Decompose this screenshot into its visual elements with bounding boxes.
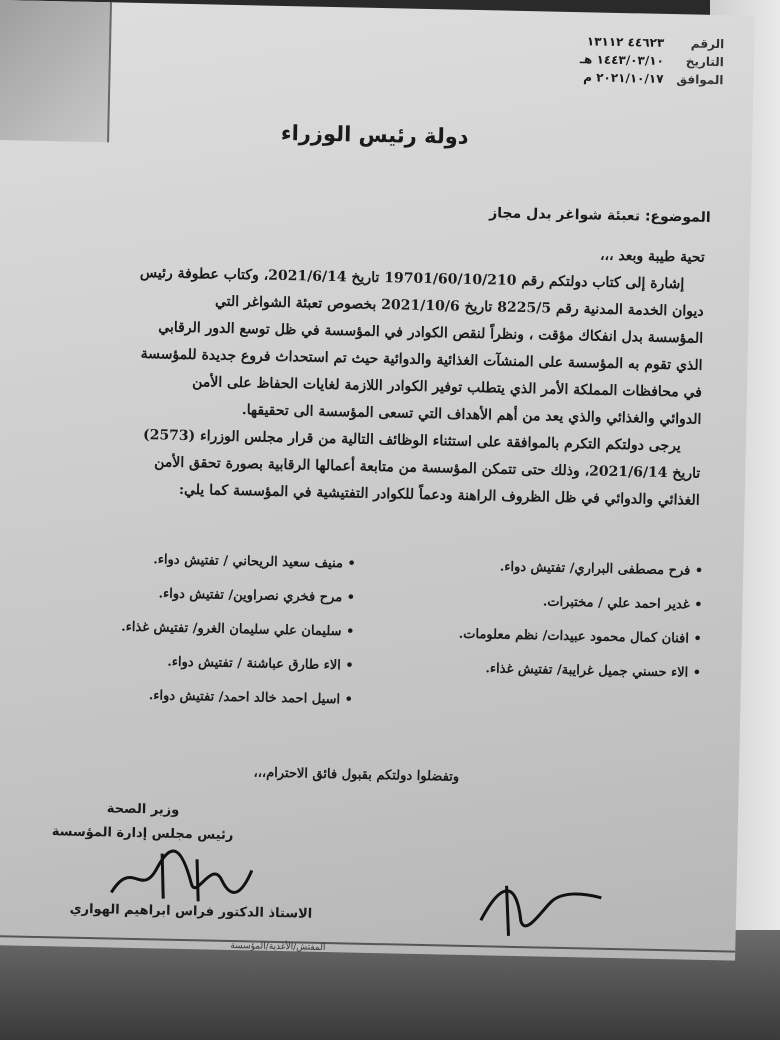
list-item: • سليمان علي سليمان الغرو/ تفتيش غذاء. bbox=[37, 609, 355, 650]
letter-body bbox=[15, 230, 706, 514]
signatory-title-minister: وزير الصحة bbox=[106, 801, 180, 818]
list-item: • الاء حسني جميل غرايبة/ تفتيش غذاء. bbox=[383, 650, 701, 691]
body-line: في محافظات المملكة الأمر الذي يتطلب توفير الكوادر اللازمة لغايات الحفاظ على الأمن bbox=[191, 374, 703, 401]
body-line: المؤسسة بدل انفكاك مؤقت ، ونظراً لنقص الكوادر في المؤسسة في ظل توسع الدور الرقابي bbox=[158, 319, 704, 347]
body-line: يرجى دولتكم التكرم بالموافقة على استثناء الوظائف التالية من قرار مجلس الوزراء (2573) bbox=[142, 427, 681, 455]
greeting: تحية طيبة وبعد ،،، bbox=[599, 247, 705, 266]
reference-date-label: التاريخ bbox=[685, 54, 725, 70]
letter-subject: الموضوع: تعبئة شواغر بدل مجاز bbox=[489, 205, 711, 226]
reference-attachments-label: الموافق bbox=[676, 72, 724, 88]
letter-title: دولة رئيس الوزراء bbox=[280, 120, 469, 149]
reference-hijri-date: ١٤٤٣/٠٣/١٠ هـ bbox=[579, 52, 665, 68]
second-signature bbox=[460, 870, 611, 943]
reference-block bbox=[493, 30, 724, 89]
body-line: الغذائي والدوائي في ظل الظروف الراهنة ودعماً للكوادر التفتيشية في المؤسسة كما يلي: bbox=[178, 481, 700, 509]
list-item: • افنان كمال محمود عبيدات/ نظم معلومات. bbox=[384, 616, 702, 657]
list-item: • فرح مصطفى البراري/ تفتيش دواء. bbox=[385, 548, 703, 589]
reference-number-value: ٤٤٦٢٣ ١٣١١٢ bbox=[586, 34, 665, 50]
body-line: الذي تقوم به المؤسسة على المنشآت الغذائية والدوائية حيث تم استحداث فروع جديدة للمؤسسة bbox=[140, 346, 703, 374]
list-item: • الاء طارق عباشنة / تفتيش دواء. bbox=[36, 643, 354, 684]
list-item: • اسيل احمد خالد احمد/ تفتيش دواء. bbox=[35, 677, 353, 718]
handwritten-signature bbox=[101, 837, 262, 910]
employee-list bbox=[35, 541, 703, 725]
body-line: ديوان الخدمة المدنية رقم 8225/5 تاريخ 2021/10/6 بخصوص تعبئة الشواغر التي bbox=[214, 293, 704, 320]
closing-line: وتفضلوا دولتكم بقبول فائق الاحترام،،، bbox=[253, 765, 460, 785]
signatory-name: الاستاذ الدكتور فراس ابراهيم الهواري bbox=[69, 901, 313, 922]
body-line: الدوائي والغذائي والذي يعد من أهم الأهداف التي تسعى المؤسسة الى تحقيقها. bbox=[241, 402, 702, 428]
reference-gregorian-date: ٢٠٢١/١٠/١٧ م bbox=[583, 70, 664, 86]
reference-number-label: الرقم bbox=[690, 36, 725, 52]
body-line: تاريخ 2021/6/14، وذلك حتى تتمكن المؤسسة من متابعة أعمالها الرقابية بصورة تحقق الأمن bbox=[154, 454, 701, 482]
signatory-title-board: رئيس مجلس إدارة المؤسسة bbox=[51, 824, 234, 844]
footer-text: المفتش/الأغذية/المؤسسة bbox=[230, 941, 326, 954]
list-item: • منيف سعيد الريحاني / تفتيش دواء. bbox=[38, 541, 356, 582]
employee-column-left bbox=[35, 541, 356, 718]
reference-gregorian-row bbox=[493, 66, 723, 89]
employee-column-right bbox=[383, 548, 704, 725]
list-item: • مرح فخري نصراوين/ تفتيش دواء. bbox=[37, 575, 355, 616]
list-item: • غدير احمد علي / مختبرات. bbox=[385, 582, 703, 623]
body-line: إشارة إلى كتاب دولتكم رقم 19701/60/10/210 تاريخ 2021/6/14، وكتاب عطوفة رئيس bbox=[139, 264, 685, 293]
